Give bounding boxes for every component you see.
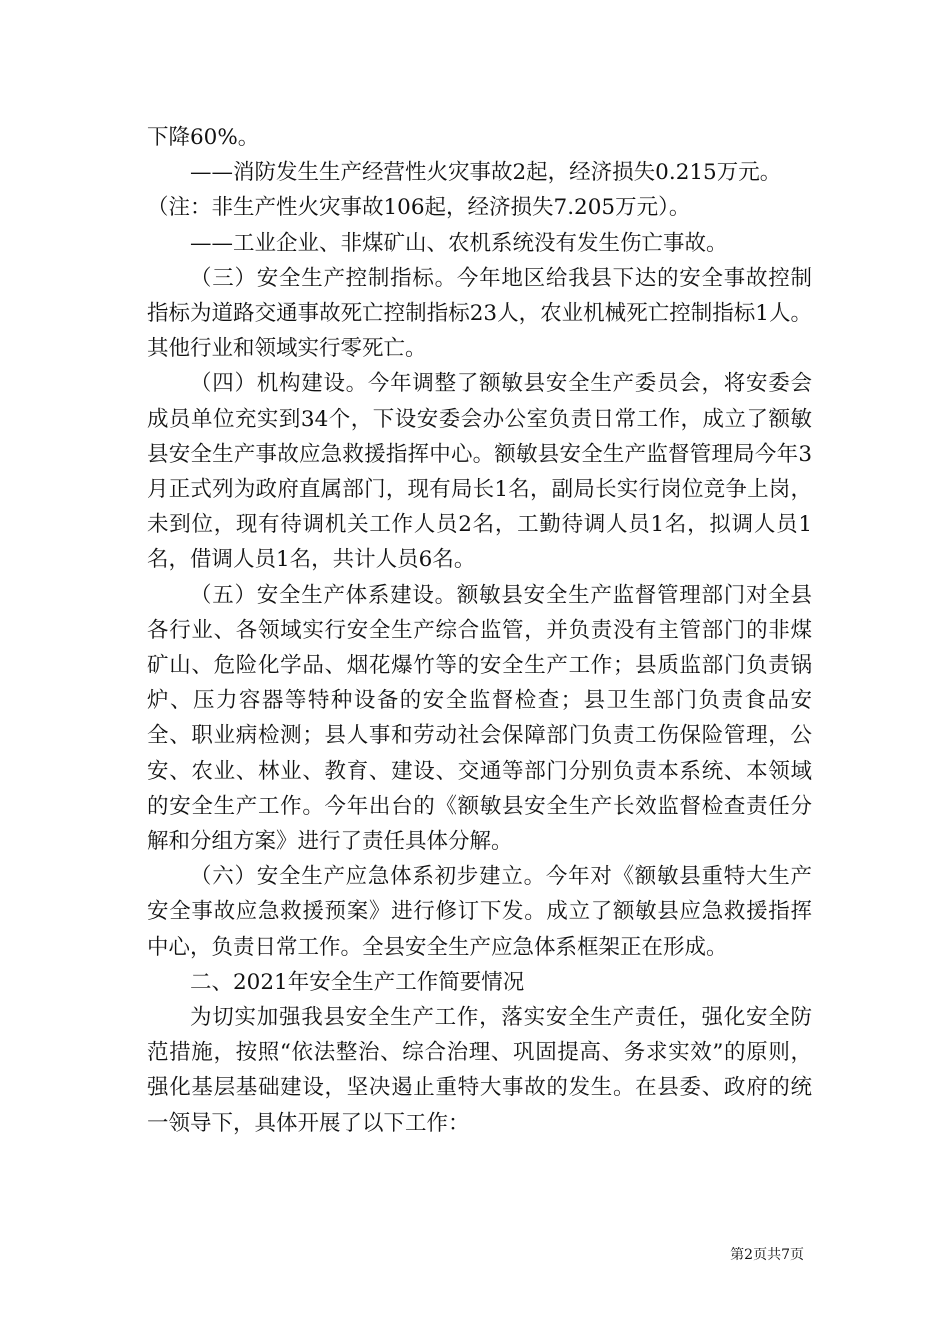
section-heading: 二、2021年安全生产工作简要情况 xyxy=(190,969,525,995)
document-body xyxy=(147,120,812,1141)
page-number: 第2页共7页 xyxy=(730,1247,804,1263)
paragraph: ——消防发生生产经营性火灾事故2起，经济损失0.215万元。 xyxy=(190,160,782,186)
paragraph: （六）安全生产应急体系初步建立。今年对《额敏县重特大生产安全事故应急救援预案》进行修订下发。成立了额敏县应急救援指挥中心，负责日常工作。全县安全生产应急体系框架正在形成。 xyxy=(147,864,812,960)
paragraph: （五）安全生产体系建设。额敏县安全生产监督管理部门对全县各行业、各领域实行安全生产综合监管，并负责没有主管部门的非煤矿山、危险化学品、烟花爆竹等的安全生产工作；县质监部门负责锅炉、压力容器等特种设备的安全监督检查；县卫生部门负责食品安全、职业病检测；县人事和劳动社会保障部门负责工伤保险管理，公安、农业、林业、教育、建设、交通等部门分别负责本系统、本领域的安全生产工作。今年出台的《额敏县安全生产长效监督检查责任分解和分组方案》进行了责任具体分解。 xyxy=(147,582,812,855)
paragraph: （注：非生产性火灾事故106起，经济损失7.205万元）。 xyxy=(147,195,691,221)
paragraph: （三）安全生产控制指标。今年地区给我县下达的安全事故控制指标为道路交通事故死亡控制指标23人，农业机械死亡控制指标1人。其他行业和领域实行零死亡。 xyxy=(147,265,812,362)
paragraph: 下降60%。 xyxy=(147,125,260,150)
paragraph: 为切实加强我县安全生产工作，落实安全生产责任，强化安全防范措施，按照“依法整治、综合治理、巩固提高、务求实效”的原则，强化基层基础建设，坚决遏止重特大事故的发生。在县委、政府的统一领导下，具体开展了以下工作： xyxy=(147,1005,812,1136)
paragraph: ——工业企业、非煤矿山、农机系统没有发生伤亡事故。 xyxy=(190,230,728,256)
paragraph: （四）机构建设。今年调整了额敏县安全生产委员会，将安委会成员单位充实到34个，下设安委会办公室负责日常工作，成立了额敏县安全生产事故应急救援指挥中心。额敏县安全生产监督管理局今年3月正式列为政府直属部门，现有局长1名，副局长实行岗位竞争上岗，未到位，现有待调机关工作人员2名，工勤待调人员1名，拟调人员1名，借调人员1名，共计人员6名。 xyxy=(147,371,812,573)
